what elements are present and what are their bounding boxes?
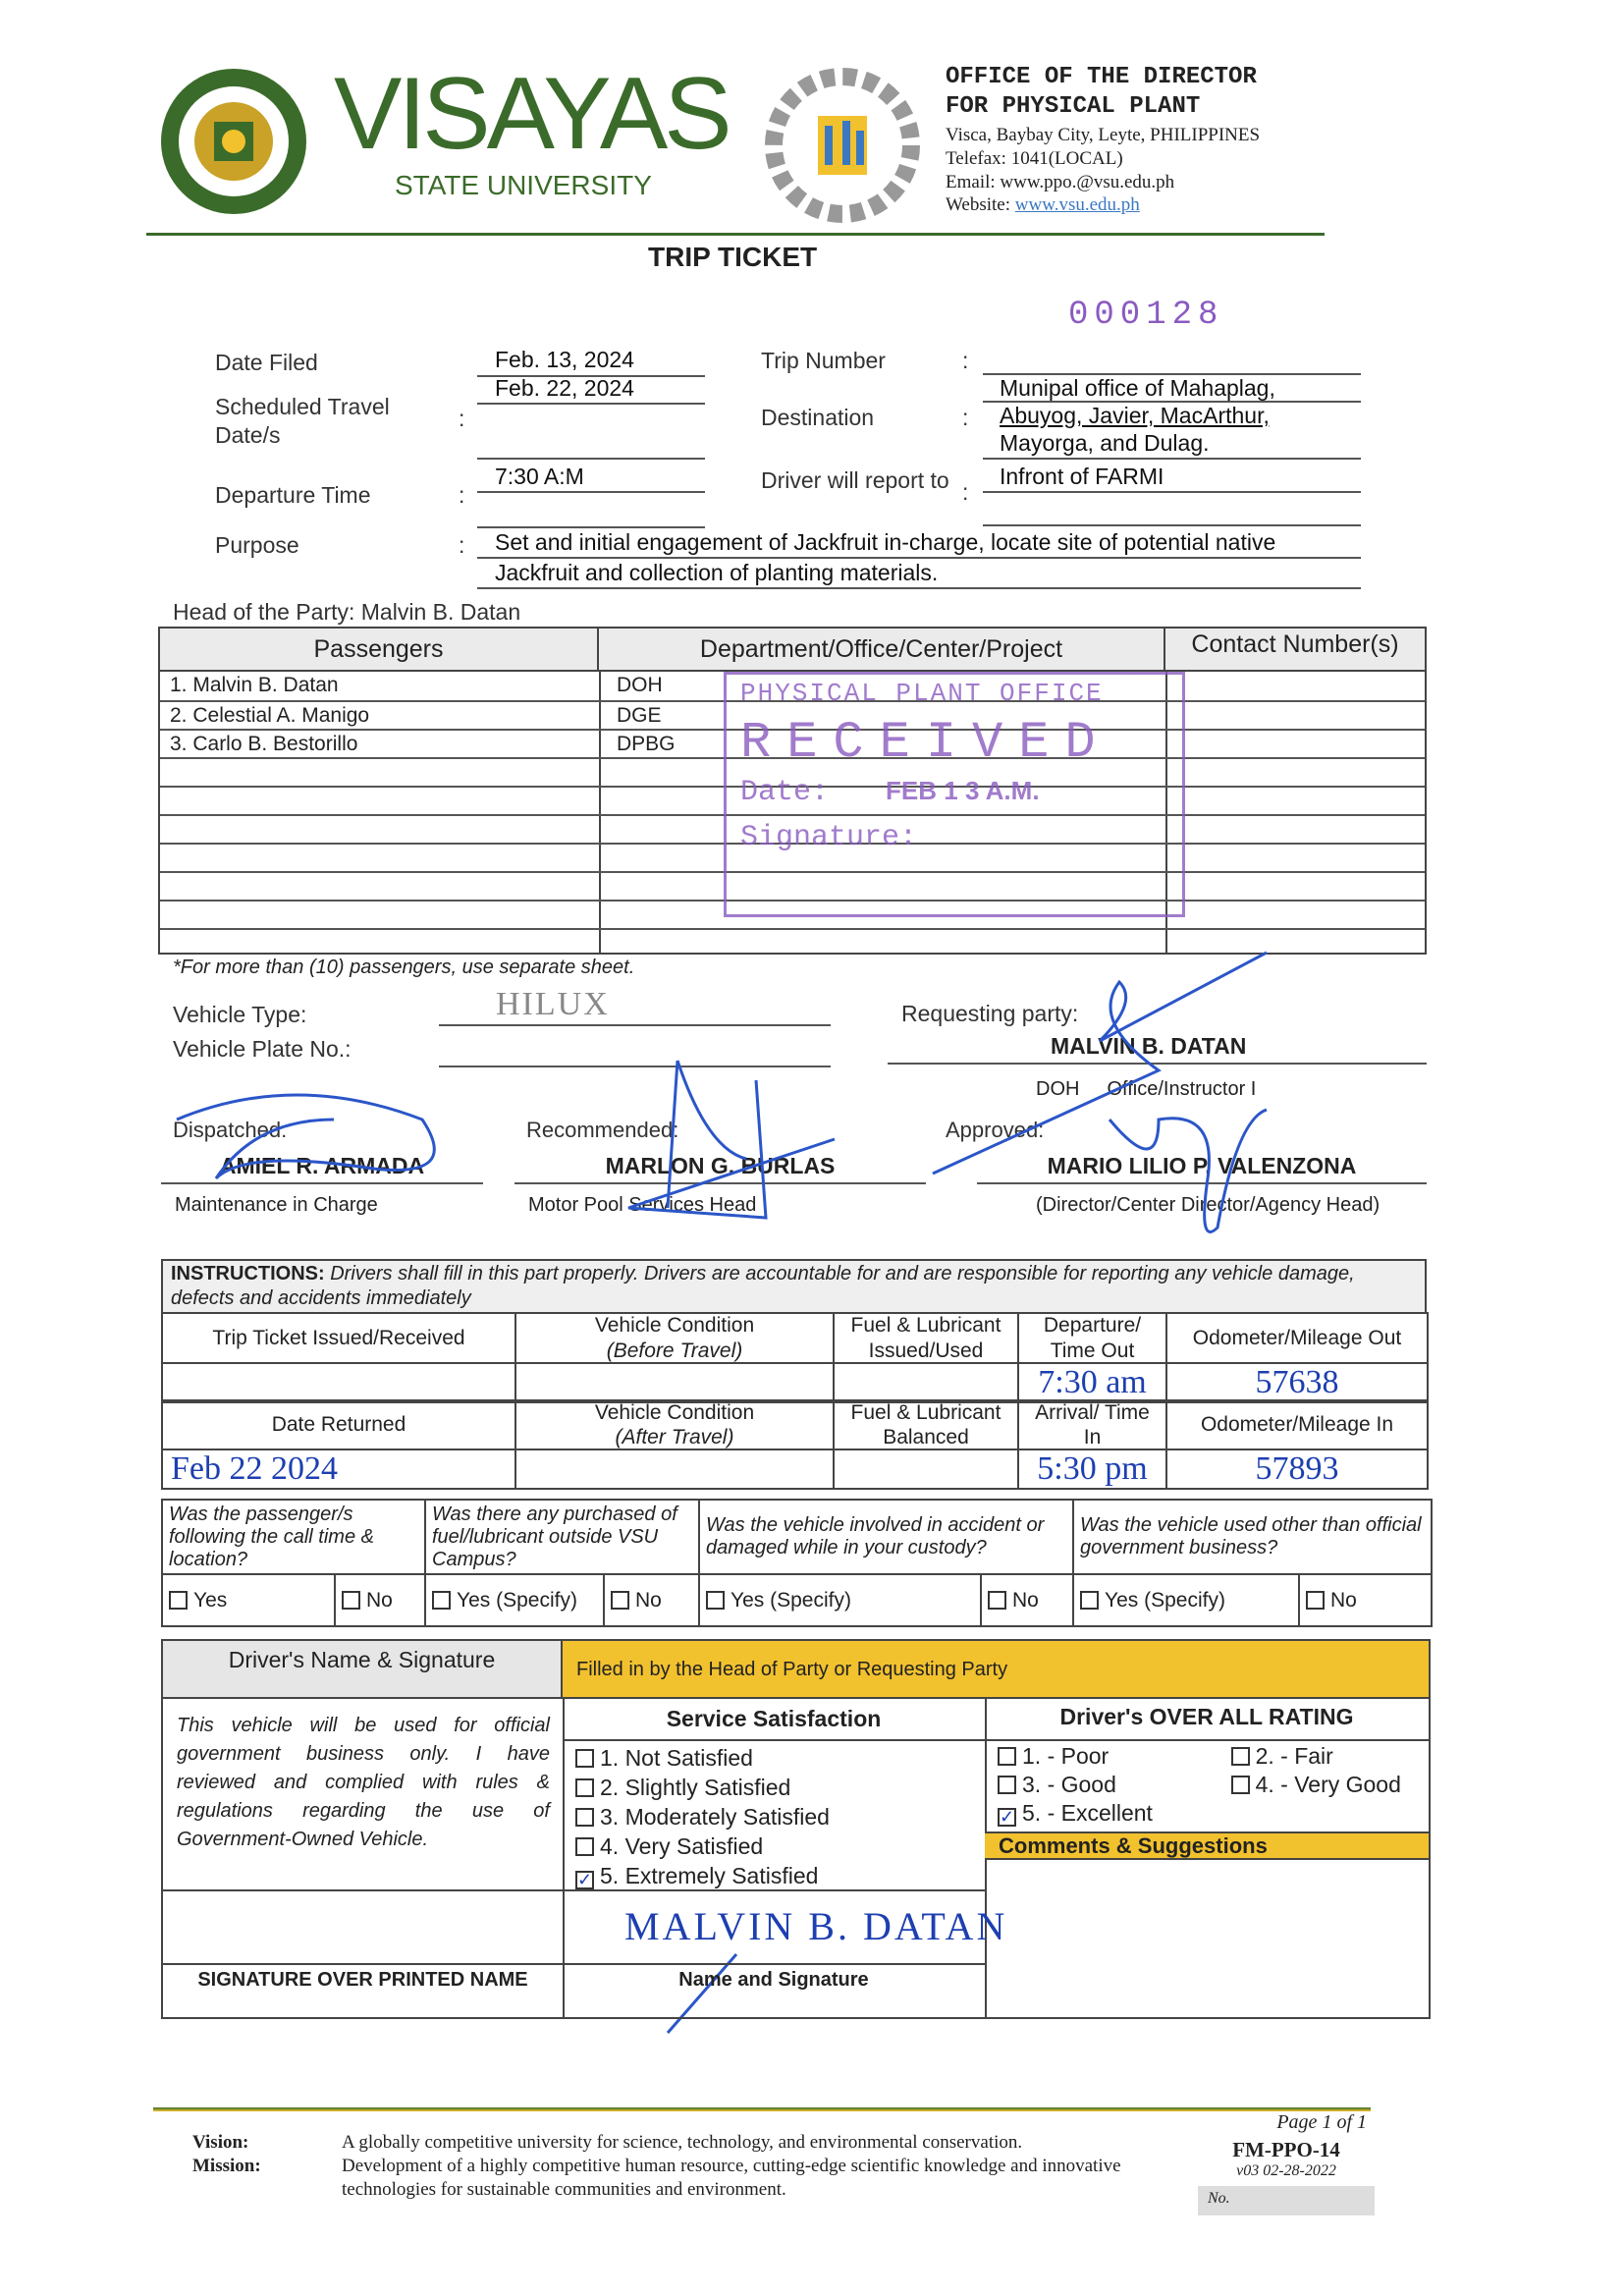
option-label: Yes (Specify) <box>457 1588 577 1612</box>
cell-text: Fuel & Lubricant Issued/Used <box>850 1314 1001 1362</box>
instruction-value-cell[interactable]: 5:30 pm <box>1017 1449 1167 1490</box>
page-number: Page 1 of 1 <box>1276 2111 1367 2133</box>
instruction-header-cell <box>514 1399 835 1450</box>
checkbox-icon[interactable] <box>575 1749 594 1768</box>
stamp-date-label: Date: <box>740 776 830 809</box>
scheduled-travel-label: Scheduled Travel Date/s <box>215 394 390 448</box>
instruction-value-cell[interactable] <box>833 1362 1019 1403</box>
driver-report-value[interactable]: Infront of FARMI <box>1000 464 1164 489</box>
destination-line: Munipal office of Mahaplag, <box>1000 375 1275 401</box>
checkbox-icon[interactable] <box>1231 1747 1250 1766</box>
destination-label: Destination <box>761 405 875 430</box>
office-line2: FOR PHYSICAL PLANT <box>946 93 1201 120</box>
colon: : <box>459 406 465 431</box>
vision-label: Vision: <box>192 2132 249 2153</box>
option-label: 3. Moderately Satisfied <box>600 1804 830 1830</box>
page-title: TRIP TICKET <box>648 242 818 272</box>
rating-option[interactable] <box>998 1799 1231 1828</box>
signed-name: MALVIN B. DATAN <box>624 1904 1008 1948</box>
instructions-label: INSTRUCTIONS: <box>171 1263 325 1285</box>
website-link[interactable]: www.vsu.edu.ph <box>1014 194 1140 216</box>
requesting-party-name: MALVIN B. DATAN <box>1051 1033 1247 1059</box>
signatory-name: AMIEL R. ARMADA <box>219 1153 425 1178</box>
requesting-party-label: Requesting party: <box>901 1001 1079 1026</box>
checkbox-icon[interactable] <box>1306 1591 1325 1610</box>
checkbox-icon[interactable] <box>706 1591 725 1610</box>
passenger-name[interactable]: 3. Carlo B. Bestorillo <box>170 733 358 755</box>
checkbox-icon[interactable] <box>575 1778 594 1797</box>
option-label: No <box>635 1588 662 1612</box>
colon: : <box>962 348 969 373</box>
requesting-dept: DOH <box>1036 1078 1080 1100</box>
instruction-header-cell <box>161 1312 516 1364</box>
service-option[interactable] <box>575 1773 830 1802</box>
cell-text: Vehicle Condition <box>594 1314 755 1338</box>
option-label: 4. Very Satisfied <box>600 1833 764 1859</box>
answer-option[interactable] <box>603 1573 700 1627</box>
cell-text: Departure/ Time Out <box>1043 1314 1142 1362</box>
question-cell: Was the passenger/s following the call time & location? <box>161 1499 426 1575</box>
passenger-department[interactable]: DPBG <box>617 733 676 755</box>
driver-header: Driver's Name & Signature <box>163 1641 563 1699</box>
email: Email: www.ppo.@vsu.edu.ph <box>946 171 1175 192</box>
purpose-line2[interactable]: Jackfruit and collection of planting materials. <box>495 560 939 585</box>
telefax: Telefax: 1041(LOCAL) <box>946 147 1123 169</box>
answer-option[interactable] <box>424 1573 605 1627</box>
cell-text: Vehicle Condition <box>594 1400 755 1424</box>
signatory-label: Dispatched: <box>173 1118 288 1142</box>
scheduled-travel-value[interactable]: Feb. 22, 2024 <box>495 375 634 401</box>
stamp-office: PHYSICAL PLANT OFFICE <box>740 679 1104 708</box>
option-label: 5. - Excellent <box>1022 1800 1153 1826</box>
passenger-department[interactable]: DGE <box>617 704 662 727</box>
checkbox-icon[interactable] <box>998 1747 1016 1766</box>
checkbox-icon[interactable] <box>575 1837 594 1856</box>
answer-option[interactable] <box>161 1573 336 1627</box>
cell-text: (Before Travel) <box>606 1339 743 1362</box>
serial-number: 000128 <box>1068 297 1224 334</box>
rating-option[interactable] <box>998 1742 1231 1771</box>
rating-option[interactable] <box>998 1771 1231 1799</box>
comments-header: Comments & Suggestions <box>985 1831 1429 1860</box>
departure-time-label: Departure Time <box>215 482 371 508</box>
checked-checkbox-icon[interactable]: ✓ <box>1000 1807 1015 1827</box>
stamp-signature-label: Signature: <box>740 821 918 854</box>
service-option[interactable] <box>575 1802 830 1831</box>
instruction-header-cell <box>161 1399 516 1450</box>
rating-header: Driver's OVER ALL RATING <box>1059 1704 1354 1729</box>
signatory-name: MARIO LILIO P. VALENZONA <box>1047 1153 1357 1178</box>
passenger-name[interactable]: 1. Malvin B. Datan <box>170 674 339 696</box>
mission-label: Mission: <box>192 2156 261 2176</box>
trip-number-label: Trip Number <box>761 348 886 373</box>
evaluation-section <box>161 1639 1431 2019</box>
question-cell: Was the vehicle involved in accident or damaged while in your custody? <box>698 1499 1074 1575</box>
checkbox-icon[interactable] <box>575 1808 594 1827</box>
website-label: Website: <box>946 194 1015 216</box>
form-version: v03 02-28-2022 <box>1236 2162 1336 2179</box>
service-option[interactable] <box>575 1743 830 1773</box>
instruction-header-cell <box>833 1312 1019 1364</box>
option-label: 2. Slightly Satisfied <box>600 1775 791 1800</box>
col-header-department: Department/Office/Center/Project <box>599 629 1165 672</box>
checkbox-icon[interactable] <box>988 1591 1006 1610</box>
option-label: No <box>1012 1588 1039 1612</box>
no-field[interactable]: No. <box>1198 2186 1375 2215</box>
question-cell: Was the vehicle used other than official government business? <box>1072 1499 1433 1575</box>
signatory-role: Motor Pool Services Head <box>528 1194 757 1216</box>
instruction-value-cell[interactable]: Feb 22 2024 <box>161 1449 516 1490</box>
option-label: Yes <box>193 1588 228 1612</box>
checked-checkbox-icon[interactable]: ✓ <box>577 1870 593 1889</box>
option-label: No <box>366 1588 393 1612</box>
passenger-department[interactable]: DOH <box>617 674 663 696</box>
footer-divider <box>153 2107 1371 2111</box>
checkbox-icon[interactable] <box>611 1591 629 1610</box>
option-label: 1. - Poor <box>1022 1743 1110 1769</box>
option-label: No <box>1330 1588 1357 1612</box>
signatory-role: Maintenance in Charge <box>175 1194 378 1216</box>
instruction-value-cell[interactable] <box>833 1449 1019 1490</box>
option-label: 5. Extremely Satisfied <box>600 1863 819 1888</box>
date-filed-value[interactable]: Feb. 13, 2024 <box>495 347 634 372</box>
signatory-name: MARLON G. BURLAS <box>605 1153 836 1178</box>
question-cell: Was there any purchased of fuel/lubricant outside VSU Campus? <box>424 1499 700 1575</box>
vehicle-type-value[interactable]: HILUX <box>496 986 610 1022</box>
instruction-value-cell[interactable]: 7:30 am <box>1017 1362 1167 1403</box>
cell-text: Odometer/Mileage Out <box>1192 1326 1402 1349</box>
vision-text: A globally competitive university for science, technology, and environmental conservation. <box>342 2132 1023 2153</box>
head-of-party: Head of the Party: Malvin B. Datan <box>173 599 521 625</box>
date-filed-label: Date Filed <box>215 350 318 375</box>
answer-option[interactable] <box>334 1573 426 1627</box>
signatory-label: Approved: <box>946 1118 1045 1142</box>
colon: : <box>459 482 465 508</box>
mission-text: Development of a highly competitive human resource, cutting-edge scientific knowledge and innovative technologies for sustainable communities and environment. <box>342 2156 1121 2200</box>
cell-text: Trip Ticket Issued/Received <box>212 1326 465 1349</box>
checkbox-icon[interactable] <box>1080 1591 1099 1610</box>
service-header: Service Satisfaction <box>666 1706 882 1731</box>
university-sub: STATE UNIVERSITY <box>395 170 652 200</box>
purpose-label: Purpose <box>215 532 299 558</box>
col-header-passengers: Passengers <box>160 629 599 672</box>
checkbox-icon[interactable] <box>998 1776 1016 1794</box>
rating-option[interactable] <box>1231 1771 1430 1799</box>
service-option[interactable] <box>575 1831 830 1861</box>
checkbox-icon[interactable] <box>342 1591 360 1610</box>
driver-report-label: Driver will report to <box>761 467 949 493</box>
cell-text: (After Travel) <box>615 1426 734 1449</box>
destination-line: Abuyog, Javier, MacArthur, <box>1000 403 1270 428</box>
signatory-label: Recommended: <box>526 1118 679 1142</box>
address: Visca, Baybay City, Leyte, PHILIPPINES <box>946 125 1261 145</box>
destination-line: Mayorga, and Dulag. <box>1000 430 1210 456</box>
instruction-header-cell <box>1017 1399 1167 1450</box>
stamp-received: RECEIVED <box>740 714 1111 772</box>
instruction-header-cell <box>833 1399 1019 1450</box>
option-label: 4. - Very Good <box>1255 1772 1401 1797</box>
instruction-value-cell[interactable] <box>514 1449 835 1490</box>
option-label: Yes (Specify) <box>731 1588 851 1612</box>
purpose-line1[interactable]: Set and initial engagement of Jackfruit in-charge, locate site of potential native <box>495 529 1276 555</box>
cell-text: Arrival/ Time In <box>1035 1400 1150 1449</box>
option-label: 2. - Fair <box>1255 1743 1333 1769</box>
option-label: Yes (Specify) <box>1105 1588 1225 1612</box>
instruction-value-cell[interactable]: 57893 <box>1165 1449 1429 1490</box>
answer-option[interactable] <box>1072 1573 1300 1627</box>
instruction-header-cell <box>1165 1399 1429 1450</box>
checkbox-icon[interactable] <box>432 1591 451 1610</box>
instruction-header-cell <box>1017 1312 1167 1364</box>
checkbox-icon[interactable] <box>1231 1776 1250 1794</box>
instructions-box <box>161 1259 1427 1314</box>
university-name: VISAYAS <box>334 57 729 171</box>
signature-label: SIGNATURE OVER PRINTED NAME <box>197 1969 528 1991</box>
option-label: 3. - Good <box>1022 1772 1116 1797</box>
cell-text: Odometer/Mileage In <box>1200 1413 1394 1437</box>
checkbox-icon[interactable] <box>169 1591 188 1610</box>
colon: : <box>962 479 969 505</box>
cell-text: Fuel & Lubricant Balanced <box>850 1400 1001 1449</box>
instruction-header-cell <box>514 1312 835 1364</box>
form-code: FM-PPO-14 <box>1232 2138 1340 2161</box>
name-signature-label: Name and Signature <box>678 1969 869 1991</box>
answer-option[interactable] <box>698 1573 982 1627</box>
instruction-value-cell[interactable]: 57638 <box>1165 1362 1429 1403</box>
instruction-value-cell[interactable] <box>161 1362 516 1403</box>
requesting-position: Office/Instructor I <box>1107 1078 1257 1100</box>
service-option[interactable] <box>575 1861 830 1890</box>
colon: : <box>962 405 969 430</box>
col-header-contact: Contact Number(s) <box>1165 629 1425 672</box>
colon: : <box>459 532 465 558</box>
departure-time-value[interactable]: 7:30 A:M <box>495 464 584 489</box>
stamp-date: FEB 1 3 A.M. <box>886 776 1040 805</box>
passenger-name[interactable]: 2. Celestial A. Manigo <box>170 704 370 727</box>
driver-statement: This vehicle will be used for official government business only. I have reviewed and complied with rules & regulations regarding the use of Government-Owned Vehicle. <box>177 1715 550 1850</box>
passenger-footnote: *For more than (10) passengers, use separate sheet. <box>173 957 635 978</box>
rating-option[interactable] <box>1231 1742 1430 1771</box>
signatory-role: (Director/Center Director/Agency Head) <box>1036 1194 1380 1216</box>
instructions-text: Drivers shall fill in this part properly. Drivers are accountable for and are responsible for reporting any vehicle damage, defects and accidents immediately <box>171 1263 1355 1309</box>
filled-header: Filled in by the Head of Party or Requesting Party <box>563 1641 1429 1699</box>
option-label: 1. Not Satisfied <box>600 1745 753 1771</box>
instruction-header-cell <box>1165 1312 1429 1364</box>
vehicle-type-label: Vehicle Type: <box>173 1002 307 1027</box>
answer-option[interactable] <box>980 1573 1074 1627</box>
office-line1: OFFICE OF THE DIRECTOR <box>946 64 1257 90</box>
vehicle-plate-label: Vehicle Plate No.: <box>173 1036 352 1062</box>
instruction-value-cell[interactable] <box>514 1362 835 1403</box>
cell-text: Date Returned <box>271 1413 406 1437</box>
answer-option[interactable] <box>1298 1573 1433 1627</box>
